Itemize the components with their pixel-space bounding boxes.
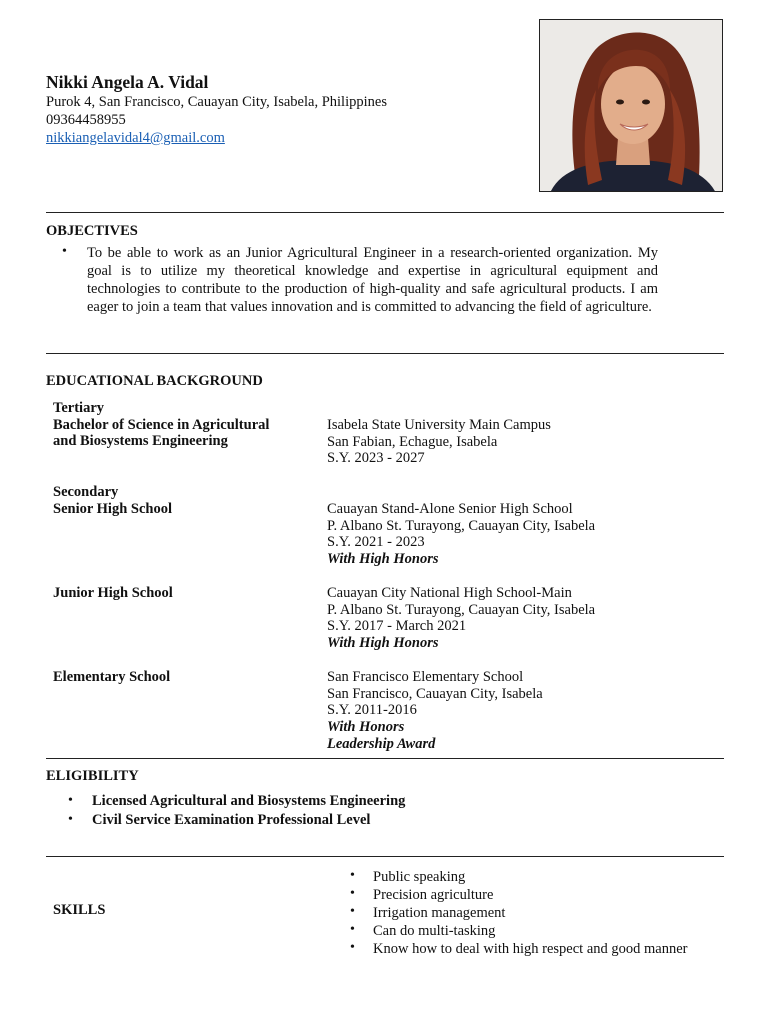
secondary-block bbox=[53, 484, 303, 517]
bullet-icon: • bbox=[350, 886, 355, 901]
senior-high-label: Senior High School bbox=[53, 500, 172, 517]
bullet-icon: • bbox=[68, 812, 73, 827]
tertiary-block bbox=[53, 400, 303, 450]
education-heading: EDUCATIONAL BACKGROUND bbox=[46, 373, 263, 389]
bullet-icon: • bbox=[350, 940, 355, 955]
divider bbox=[46, 758, 724, 759]
skill-item: Know how to deal with high respect and good manner bbox=[373, 941, 688, 957]
bullet-icon: • bbox=[350, 922, 355, 937]
profile-photo-illustration bbox=[540, 20, 723, 192]
email-link[interactable]: nikkiangelavidal4@gmail.com bbox=[46, 130, 225, 146]
elementary-award: Leadership Award bbox=[327, 735, 436, 752]
elementary-year: S.Y. 2011-2016 bbox=[327, 702, 417, 719]
skill-item: Public speaking bbox=[373, 869, 466, 885]
divider bbox=[46, 856, 724, 857]
profile-photo bbox=[539, 19, 723, 192]
objectives-text: To be able to work as an Junior Agricultural Engineer in a research-oriented organization. My goal is to utilize my theoretical knowledge and expertise in agricultural equipment and technologies to contribute to the production of high-quality and safe agricultural products. I am eager to join a team that values innovation and is committed to advancing the field of agriculture. bbox=[87, 245, 658, 315]
bullet-icon: • bbox=[62, 244, 67, 259]
tertiary-year: S.Y. 2023 - 2027 bbox=[327, 450, 425, 467]
eligibility-item: Licensed Agricultural and Biosystems Engineering bbox=[92, 793, 406, 809]
skill-item: Can do multi-tasking bbox=[373, 923, 496, 939]
applicant-name: Nikki Angela A. Vidal bbox=[46, 72, 209, 92]
junior-high-details bbox=[327, 585, 727, 652]
senior-high-address: P. Albano St. Turayong, Cauayan City, Isabela bbox=[327, 517, 596, 534]
secondary-label: Secondary bbox=[53, 484, 119, 500]
phone-text: 09364458955 bbox=[46, 112, 126, 128]
elementary-school: San Francisco Elementary School bbox=[327, 669, 524, 685]
tertiary-degree-line2: and Biosystems Engineering bbox=[53, 433, 228, 450]
tertiary-details bbox=[327, 417, 727, 467]
tertiary-address: San Fabian, Echague, Isabela bbox=[327, 433, 498, 450]
senior-high-year: S.Y. 2021 - 2023 bbox=[327, 534, 425, 551]
junior-high-year: S.Y. 2017 - March 2021 bbox=[327, 618, 467, 635]
divider bbox=[46, 212, 724, 213]
tertiary-degree-line1: Bachelor of Science in Agricultural bbox=[53, 416, 270, 433]
elementary-address: San Francisco, Cauayan City, Isabela bbox=[327, 685, 543, 702]
senior-high-honor: With High Honors bbox=[327, 551, 439, 568]
tertiary-school: Isabela State University Main Campus bbox=[327, 417, 551, 433]
elementary-honor: With Honors bbox=[327, 719, 405, 736]
junior-high-label: Junior High School bbox=[53, 585, 173, 601]
elementary-label: Elementary School bbox=[53, 669, 171, 685]
eligibility-heading: ELIGIBILITY bbox=[46, 768, 139, 784]
bullet-icon: • bbox=[350, 868, 355, 883]
skill-item: Irrigation management bbox=[373, 905, 506, 921]
eligibility-item: Civil Service Examination Professional Level bbox=[92, 812, 371, 828]
bullet-icon: • bbox=[68, 793, 73, 808]
elementary-details bbox=[327, 669, 727, 753]
junior-high-school: Cauayan City National High School-Main bbox=[327, 585, 572, 601]
senior-high-details bbox=[327, 501, 727, 568]
skill-item: Precision agriculture bbox=[373, 887, 494, 903]
junior-high-address: P. Albano St. Turayong, Cauayan City, Isabela bbox=[327, 601, 596, 618]
skills-heading: SKILLS bbox=[53, 902, 106, 918]
bullet-icon: • bbox=[350, 904, 355, 919]
junior-high-honor: With High Honors bbox=[327, 635, 439, 652]
address-text: Purok 4, San Francisco, Cauayan City, Isabela, Philippines bbox=[46, 94, 387, 110]
tertiary-label: Tertiary bbox=[53, 400, 105, 416]
objectives-heading: OBJECTIVES bbox=[46, 223, 138, 239]
divider bbox=[46, 353, 724, 354]
senior-high-school: Cauayan Stand-Alone Senior High School bbox=[327, 501, 573, 517]
